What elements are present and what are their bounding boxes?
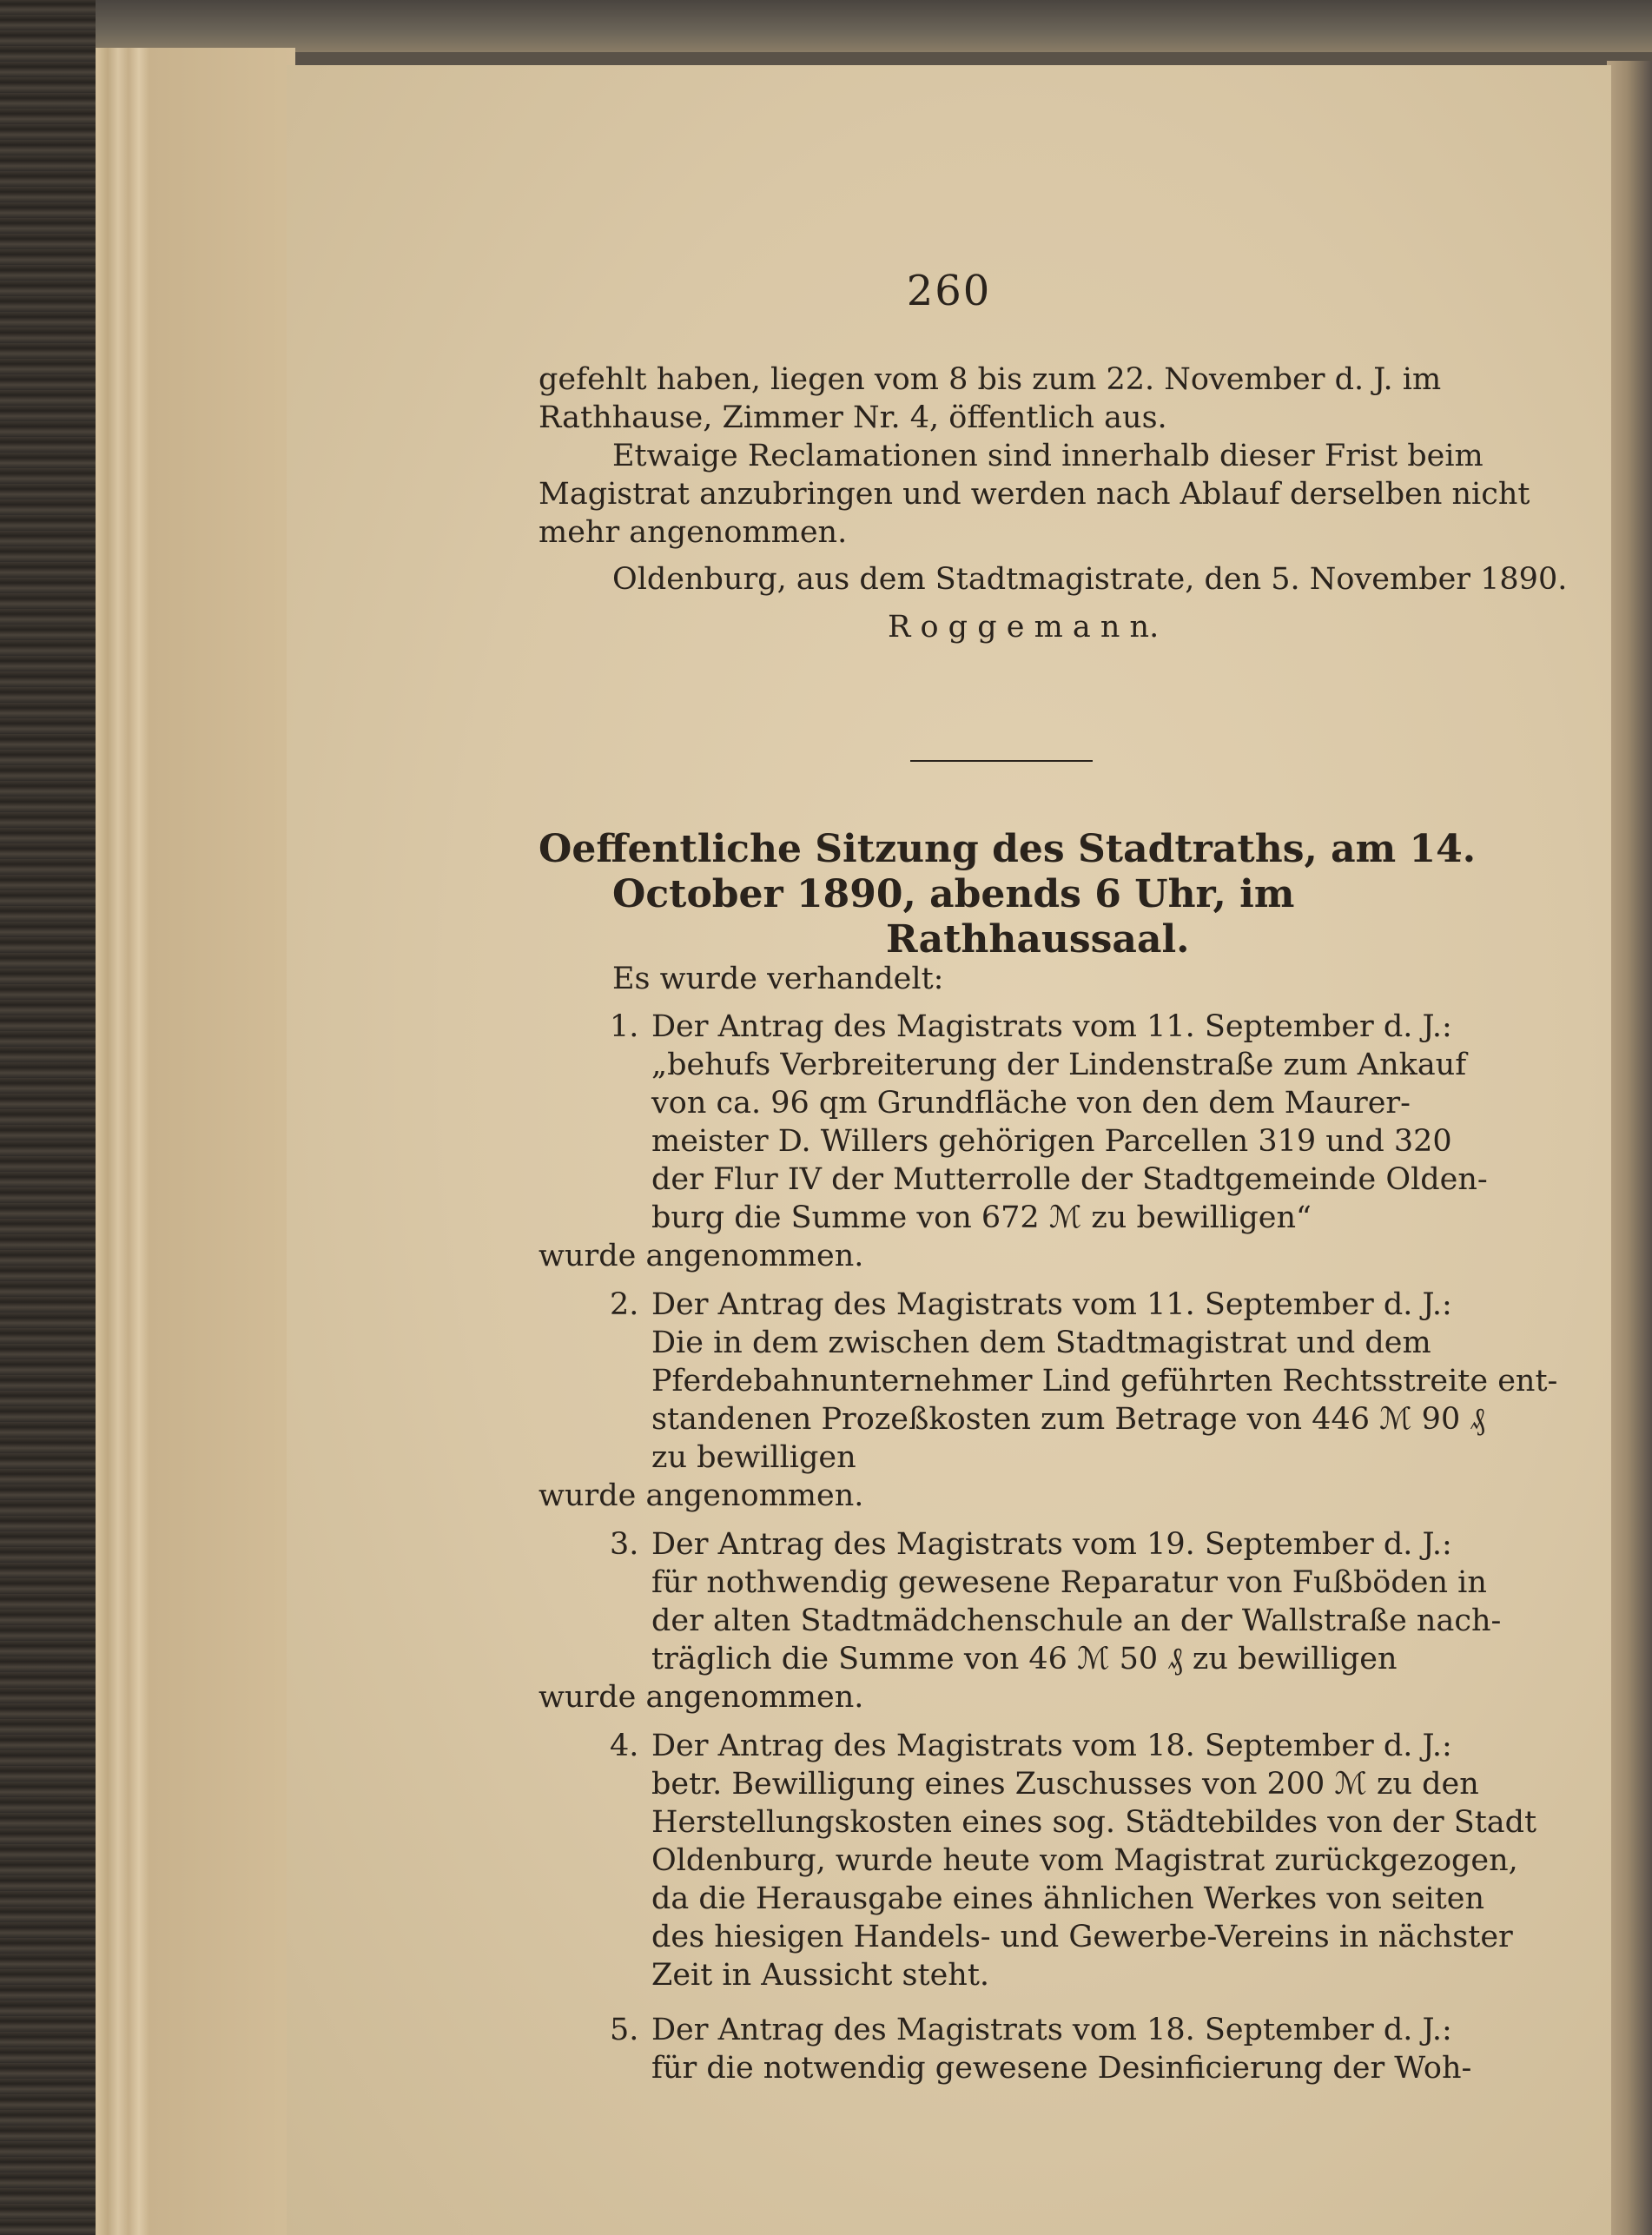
item-line: meister D. Willers gehörigen Parcellen 319 und 320: [651, 1124, 1452, 1159]
intro-line: gefehlt haben, liegen vom 8 bis zum 22. November d. J. im: [539, 362, 1442, 397]
item-line: träglich die Summe von 46 ℳ 50 ₰ zu bewilligen: [651, 1642, 1398, 1676]
item-line: betr. Bewilligung eines Zuschusses von 200 ℳ zu den: [651, 1767, 1479, 1802]
item-line: Pferdebahnunternehmer Lind geführten Rechtsstreite ent-: [651, 1364, 1558, 1399]
signature-name: R o g g e m a n n.: [888, 610, 1160, 645]
item-line: Der Antrag des Magistrats vom 18. September d. J.:: [651, 1729, 1452, 1763]
item-line: für die notwendig gewesene Desinficierung der Woh-: [651, 2051, 1472, 2086]
book-spine: [0, 0, 96, 2235]
intro-line: Magistrat anzubringen und werden nach Ablauf derselben nicht: [539, 477, 1530, 512]
section-heading-line: October 1890, abends 6 Uhr, im: [612, 872, 1295, 916]
section-heading-line: Oeffentliche Sitzung des Stadtraths, am 14.: [539, 827, 1477, 871]
page-number: 260: [906, 267, 992, 315]
book-page: [287, 65, 1611, 2235]
intro-line: Rathhause, Zimmer Nr. 4, öffentlich aus.: [539, 400, 1167, 435]
item-number: 1.: [610, 1009, 639, 1044]
item-number: 5.: [610, 2013, 639, 2047]
item-number: 4.: [610, 1729, 639, 1763]
item-line: Zeit in Aussicht steht.: [651, 1958, 990, 1993]
facing-page-edge: [1607, 61, 1652, 2235]
book-top-edge: [0, 0, 1652, 52]
item-result: wurde angenommen.: [539, 1239, 864, 1273]
item-line: „behufs Verbreiterung der Lindenstraße zum Ankauf: [651, 1048, 1467, 1082]
item-line: zu bewilligen: [651, 1440, 856, 1475]
item-result: wurde angenommen.: [539, 1478, 864, 1513]
item-line: der Flur IV der Mutterrolle der Stadtgemeinde Olden-: [651, 1162, 1488, 1197]
item-line: standenen Prozeßkosten zum Betrage von 446 ℳ 90 ₰: [651, 1402, 1485, 1437]
item-number: 2.: [610, 1287, 639, 1322]
intro-line: mehr angenommen.: [539, 515, 848, 550]
section-heading-line: Rathhaussaal.: [886, 917, 1190, 962]
item-number: 3.: [610, 1527, 639, 1562]
item-line: Der Antrag des Magistrats vom 11. September d. J.:: [651, 1009, 1452, 1044]
item-line: der alten Stadtmädchenschule an der Wallstraße nach-: [651, 1604, 1502, 1638]
verhandelt-line: Es wurde verhandelt:: [612, 962, 944, 996]
item-line: Der Antrag des Magistrats vom 19. September d. J.:: [651, 1527, 1452, 1562]
item-result: wurde angenommen.: [539, 1680, 864, 1715]
item-line: Oldenburg, wurde heute vom Magistrat zurückgezogen,: [651, 1843, 1518, 1878]
item-line: des hiesigen Handels- und Gewerbe-Vereins in nächster: [651, 1920, 1513, 1954]
dateline: Oldenburg, aus dem Stadtmagistrate, den 5. November 1890.: [612, 562, 1568, 597]
item-line: Der Antrag des Magistrats vom 11. September d. J.:: [651, 1287, 1452, 1322]
item-line: Herstellungskosten eines sog. Städtebildes von der Stadt: [651, 1805, 1537, 1840]
item-line: Der Antrag des Magistrats vom 18. September d. J.:: [651, 2013, 1452, 2047]
item-line: Die in dem zwischen dem Stadtmagistrat und dem: [651, 1326, 1431, 1360]
section-divider: [910, 760, 1093, 762]
item-line: von ca. 96 qm Grundfläche von den dem Maurer-: [651, 1086, 1411, 1121]
intro-line: Etwaige Reclamationen sind innerhalb dieser Frist beim: [612, 439, 1483, 473]
item-line: da die Herausgabe eines ähnlichen Werkes von seiten: [651, 1881, 1485, 1916]
item-line: burg die Summe von 672 ℳ zu bewilligen“: [651, 1200, 1312, 1235]
item-line: für nothwendig gewesene Reparatur von Fußböden in: [651, 1565, 1487, 1600]
